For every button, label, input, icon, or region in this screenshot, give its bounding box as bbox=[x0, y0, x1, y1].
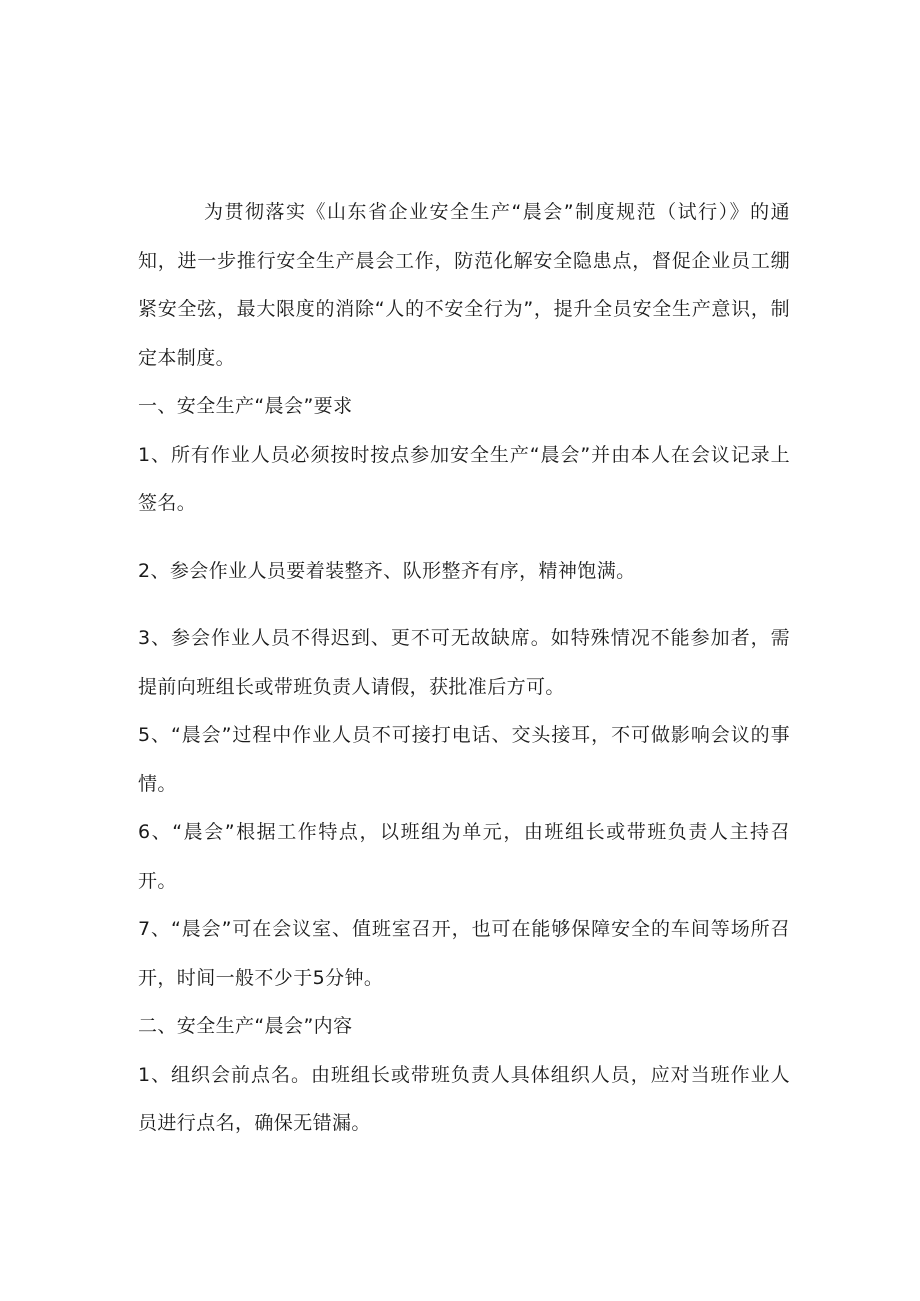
section1-heading: 一、安全生产“晨会”要求 bbox=[138, 395, 353, 417]
intro-paragraph: 为贯彻落实《山东省企业安全生产“晨会”制度规范（试行）》的通知，进一步推行安全生产晨会工作，防范化解安全隐患点，督促企业员工绷紧安全弦，最大限度的消除“人的不安全行为”，提升全员安全生产意识，制定本制度。 bbox=[138, 201, 790, 369]
document-body bbox=[138, 188, 790, 1148]
section1-item-3: 3、参会作业人员不得迟到、更不可无故缺席。如特殊情况不能参加者，需提前向班组长或带班负责人请假，获批准后方可。 bbox=[138, 627, 790, 698]
section1-item-1: 1、所有作业人员必须按时按点参加安全生产“晨会”并由本人在会议记录上签名。 bbox=[138, 443, 790, 514]
section2-item-1: 1、组织会前点名。由班组长或带班负责人具体组织人员，应对当班作业人员进行点名，确保无错漏。 bbox=[138, 1063, 790, 1134]
section1-item-2: 2、参会作业人员要着装整齐、队形整齐有序，精神饱满。 bbox=[138, 559, 636, 582]
section1-item-6: 6、“晨会”根据工作特点，以班组为单元，由班组长或带班负责人主持召开。 bbox=[138, 821, 790, 892]
section1-item-7: 7、“晨会”可在会议室、值班室召开，也可在能够保障安全的车间等场所召开，时间一般不少于5分钟。 bbox=[138, 918, 790, 989]
section1-item-5: 5、“晨会”过程中作业人员不可接打电话、交头接耳，不可做影响会议的事情。 bbox=[138, 724, 790, 795]
section2-heading: 二、安全生产“晨会”内容 bbox=[138, 1015, 353, 1037]
